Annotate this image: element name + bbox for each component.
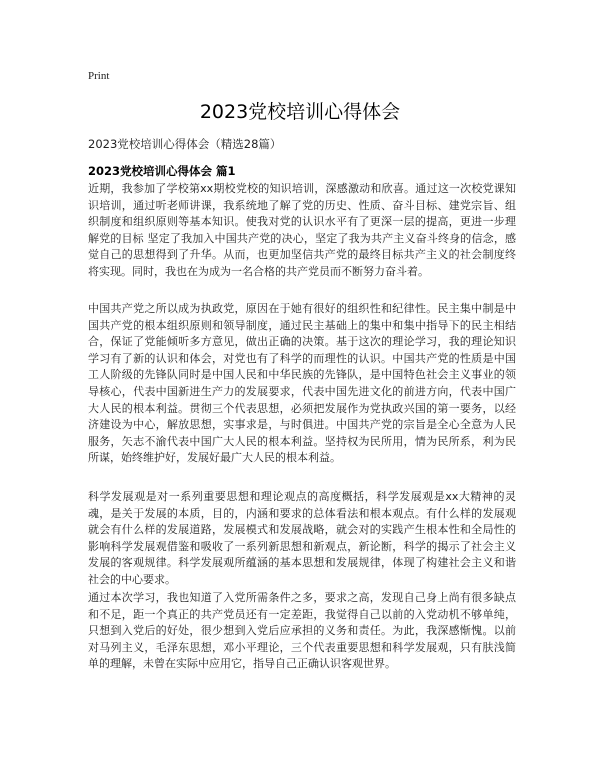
section-heading: 2023党校培训心得体会 篇1 — [88, 164, 236, 178]
print-link[interactable]: Print — [88, 70, 110, 82]
paragraph-2: 中国共产党之所以成为执政党，原因在于她有很好的组织性和纪律性。民主集中制是中国共产党的根本组织原则和领导制度，通过民主基础上的集中和集中指导下的民主相结合，保证了党能倾听多方意见，做出正确的决策。基于这次的理论学习，我的理论知识学习有了新的认识和体会，对党也有了科学的而理性的认识。中国共产党的性质是中国工人阶级的先锋队同时是中国人民和中华民族的先锋队，是中国特色社会主义事业的领导核心，代表中国新进生产力的发展要求，代表中国先进文化的前进方向，代表中国广大人民的根本利益。贯彻三个代表思想，必须把发展作为党执政兴国的第一要务，以经济建设为中心，解放思想，实事求是，与时俱进。中国共产党的宗旨是全心全意为人民服务，矢志不渝代表中国广大人民的根本利益。坚持权为民所用，情为民所系，利为民所谋，始终维护好，发展好最广大人民的根本利益。 — [88, 302, 516, 465]
document-subtitle: 2023党校培训心得体会（精选28篇） — [88, 137, 282, 151]
paragraph-1: 近期，我参加了学校第xx期校党校的知识培训，深感激动和欣喜。通过这一次校党课知识培训，通过听老师讲课，我系统地了解了党的历史、性质、奋斗目标、建党宗旨、组织制度和组织原则等基本知识。使我对党的认识水平有了更深一层的提高，更进一步理解党的目标 坚定了我加入中国共产党的决心，坚定了我为共产主义奋斗终身的信念，感觉自己的思想得到了升华。从而，也更加坚信共产党的最终目标共产主义的社会制度终将实现。同时，我也在为成为一名合格的共产党员而不断努力奋斗着。 — [88, 182, 516, 278]
page-title: 2023党校培训心得体会 — [199, 101, 401, 123]
paragraph-3: 科学发展观是对一系列重要思想和理论观点的高度概括，科学发展观是xx大精神的灵魂，是关于发展的本质，目的，内涵和要求的总体看法和根本观点。有什么样的发展观就会有什么样的发展道路，发展模式和发展战略，就会对的实践产生根本性和全局性的影响科学发展观借鉴和吸收了一系列新思想和新观点，新论断，科学的揭示了社会主义发展的客观规律。科学发展观所蕴涵的基本思想和发展规律，体现了构建社会主义和谐社会的中心要求。 — [88, 490, 516, 586]
paragraph-4: 通过本次学习，我也知道了入党所需条件之多，要求之高，发现自己身上尚有很多缺点和不足，距一个真正的共产党员还有一定差距，我觉得自己以前的入党动机不够单纯，只想到入党后的好处，很少想到入党后应承担的义务和责任。为此，我深感惭愧。以前对马列主义，毛泽东思想，邓小平理论，三个代表重要思想和科学发展观，只有肤浅简单的理解，未曾在实际中应用它，指导自己正确认识客观世界。 — [88, 591, 516, 671]
